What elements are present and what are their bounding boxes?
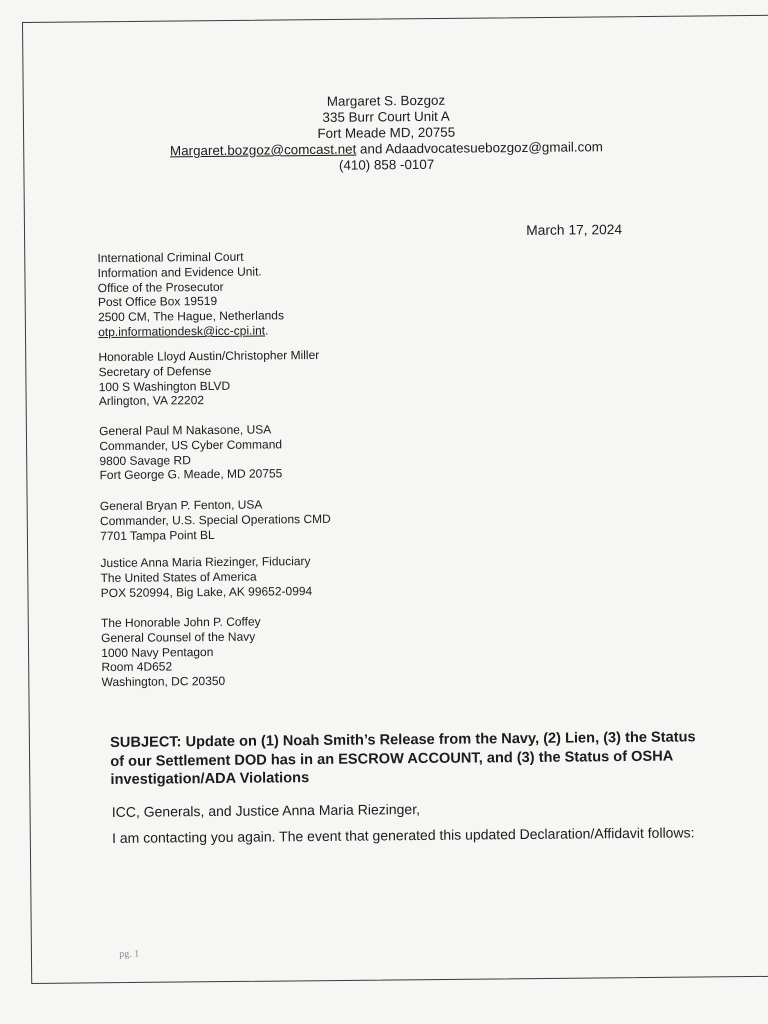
recipient-email-link[interactable]: otp.informationdesk@icc-cpi.int [98, 323, 266, 340]
recipient-line: Secretary of Defense [98, 363, 212, 379]
recipient-line: The United States of America [100, 569, 257, 585]
recipient-cyber-command [99, 422, 282, 483]
recipient-icc [97, 249, 284, 340]
recipient-line: Commander, U.S. Special Operations CMD [99, 511, 331, 528]
recipient-line: General Counsel of the Navy [101, 629, 256, 645]
recipient-line: Washington, DC 20350 [101, 674, 226, 690]
recipient-line: Information and Evidence Unit. [97, 264, 262, 280]
recipient-line: Post Office Box 19519 [97, 294, 218, 310]
recipient-line: General Paul M Nakasone, USA [99, 422, 272, 439]
recipient-email-suffix: . [265, 323, 269, 338]
recipient-line: 2500 CM, The Hague, Netherlands [97, 308, 284, 325]
recipient-line: The Honorable John P. Coffey [100, 614, 261, 631]
recipient-line: 7701 Tampa Point BL [100, 527, 215, 543]
recipient-line: Arlington, VA 22202 [98, 393, 205, 409]
recipient-email-line [98, 323, 284, 340]
sender-name: Margaret S. Bozgoz [326, 92, 446, 109]
sender-email-joiner: and [359, 141, 383, 157]
recipient-line: 1000 Navy Pentagon [101, 644, 214, 660]
recipient-special-operations [100, 497, 331, 544]
sender-phone: (410) 858 -0107 [338, 156, 435, 173]
recipient-line: Fort George G. Meade, MD 20755 [99, 466, 283, 483]
salutation: ICC, Generals, and Justice Anna Maria Riezinger, [111, 801, 421, 820]
recipient-line: General Bryan P. Fenton, USA [99, 497, 263, 514]
sender-email-secondary: Adaadvocatesuebozgoz@gmail.com [385, 139, 603, 157]
recipient-line: POX 520994, Big Lake, AK 99652-0994 [100, 583, 313, 600]
subject-line: SUBJECT: Update on (1) Noah Smith’s Release from the Navy, (2) Lien, (3) the Status of our Settlement DOD has in an ESCROW ACCOUNT, and (3) the Status of OSHA investigation/ADA Violations [110, 729, 696, 788]
recipient-line: International Criminal Court [97, 249, 244, 266]
sender-email-primary-link[interactable]: Margaret.bozgoz@comcast.net [169, 141, 357, 159]
recipient-line: Room 4D652 [101, 659, 173, 675]
page-number: pg. 1 [119, 948, 140, 960]
sender-header [151, 91, 622, 176]
recipient-line: Commander, US Cyber Command [99, 437, 283, 453]
recipient-line: 100 S Washington BLVD [98, 378, 231, 394]
sender-street: 335 Burr Court Unit A [322, 108, 450, 125]
letter-date: March 17, 2024 [526, 222, 623, 238]
sender-city: Fort Meade MD, 20755 [317, 124, 456, 141]
recipient-line: Honorable Lloyd Austin/Christopher Miller [98, 347, 320, 365]
recipient-line: Justice Anna Maria Riezinger, Fiduciary [100, 554, 311, 571]
recipient-fiduciary [100, 554, 312, 600]
recipient-navy-counsel [101, 615, 261, 691]
recipient-line: Office of the Prosecutor [97, 279, 224, 295]
recipient-secdef [98, 348, 319, 409]
intro-paragraph: I am contacting you again. The event that generated this updated Declaration/Affidavit follows: [111, 824, 695, 846]
recipient-line: 9800 Savage RD [99, 452, 191, 468]
